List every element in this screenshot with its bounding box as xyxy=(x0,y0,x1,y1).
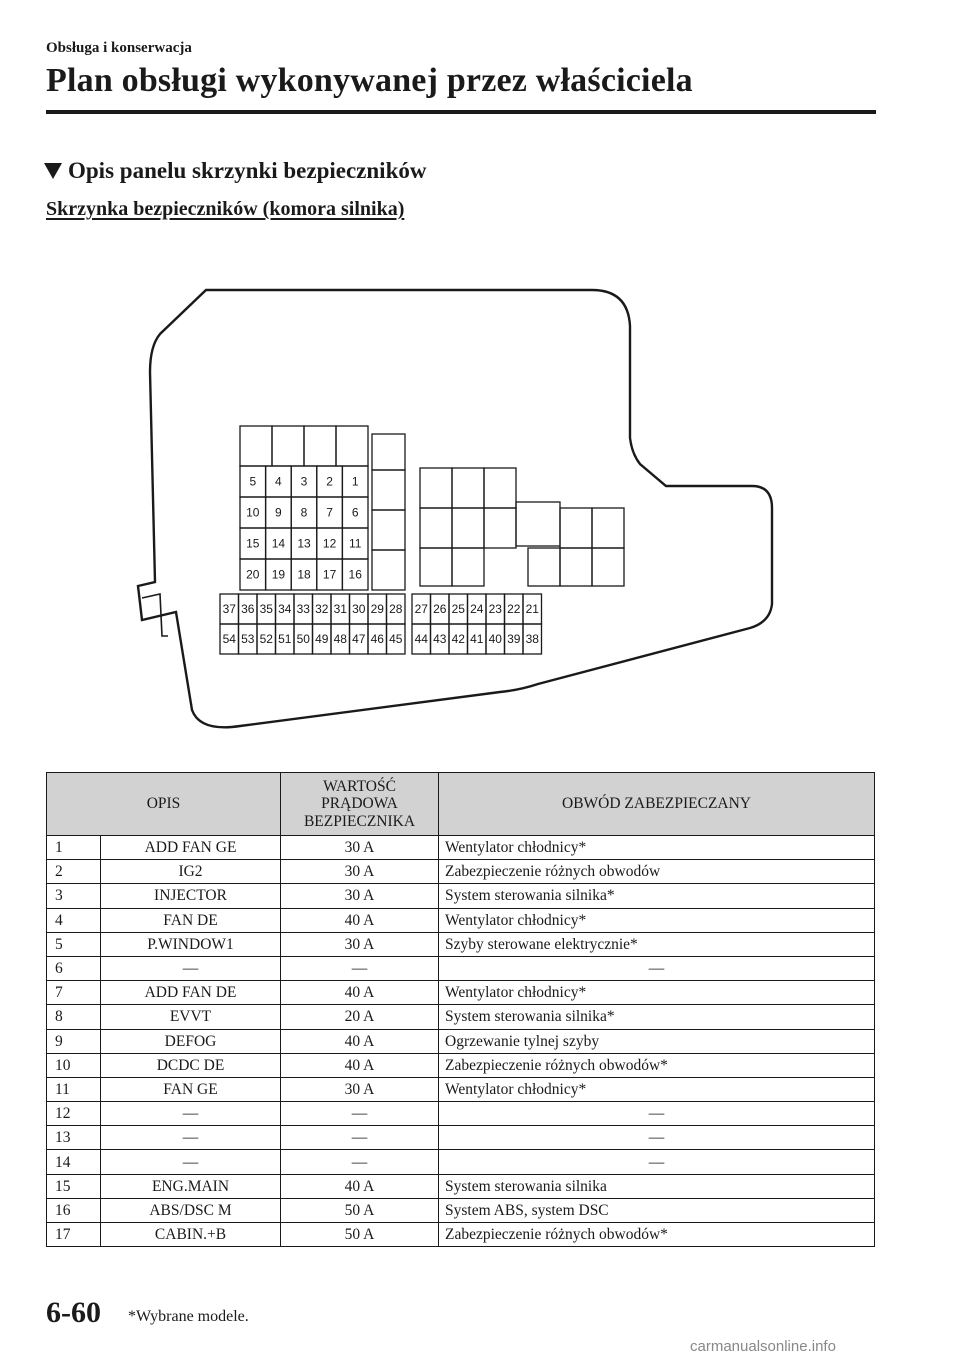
page-number: 6-60 xyxy=(46,1296,101,1329)
table-row xyxy=(47,1005,875,1029)
fuse-circuit: Zabezpieczenie różnych obwodów* xyxy=(439,1053,875,1077)
triangle-down-icon xyxy=(44,163,62,179)
fuse-label: 7 xyxy=(326,505,333,520)
fuse-label: 39 xyxy=(507,632,521,646)
fuse-description: — xyxy=(101,956,281,980)
fuse-circuit: — xyxy=(439,956,875,980)
fuse-label: 28 xyxy=(389,602,403,616)
fuse-label: 33 xyxy=(296,602,310,616)
footnote: *Wybrane modele. xyxy=(128,1308,249,1325)
fuse-table xyxy=(46,772,875,1247)
fuse-number: 3 xyxy=(47,884,101,908)
fuse-circuit: Wentylator chłodnicy* xyxy=(439,836,875,860)
fuse-label: 14 xyxy=(271,536,286,551)
fuse-description: INJECTOR xyxy=(101,884,281,908)
fuse-amperage: — xyxy=(281,1150,439,1174)
fuse-description: DEFOG xyxy=(101,1029,281,1053)
fuse-label: 44 xyxy=(414,632,428,646)
fuse-box-diagram xyxy=(0,260,960,750)
fuse-box-title: Skrzynka bezpieczników (komora silnika) xyxy=(46,198,405,220)
fuse-number: 7 xyxy=(47,981,101,1005)
table-row xyxy=(47,956,875,980)
fuse-label: 27 xyxy=(414,602,428,616)
fuse-label: 52 xyxy=(259,632,273,646)
fuse-circuit: — xyxy=(439,1126,875,1150)
table-row xyxy=(47,932,875,956)
fuse-number: 6 xyxy=(47,956,101,980)
fuse-label: 4 xyxy=(275,474,282,489)
fuse-amperage: 50 A xyxy=(281,1223,439,1247)
fuse-amperage: — xyxy=(281,1126,439,1150)
fuse-description: ADD FAN GE xyxy=(101,836,281,860)
fuse-label: 53 xyxy=(241,632,255,646)
fuse-label: 1 xyxy=(351,474,359,489)
fuse-label: 43 xyxy=(433,632,447,646)
fuse-label: 40 xyxy=(488,632,502,646)
fuse-circuit: Zabezpieczenie różnych obwodów* xyxy=(439,1223,875,1247)
fuse-description: ADD FAN DE xyxy=(101,981,281,1005)
table-row xyxy=(47,981,875,1005)
table-row xyxy=(47,1029,875,1053)
fuse-number: 2 xyxy=(47,860,101,884)
fuse-amperage: 30 A xyxy=(281,884,439,908)
table-row xyxy=(47,1126,875,1150)
fuse-label: 11 xyxy=(348,536,362,551)
table-row xyxy=(47,1198,875,1222)
fuse-amperage: 30 A xyxy=(281,1077,439,1101)
header-amperage: WARTOŚĆ PRĄDOWA BEZPIECZNIKA xyxy=(281,773,439,836)
table-row xyxy=(47,860,875,884)
fuse-number: 9 xyxy=(47,1029,101,1053)
fuse-label: 26 xyxy=(433,602,447,616)
fuse-description: FAN GE xyxy=(101,1077,281,1101)
fuse-label: 50 xyxy=(296,632,310,646)
fuse-label: 12 xyxy=(322,536,337,551)
table-header-row xyxy=(47,773,875,836)
subsection-heading xyxy=(44,158,426,184)
fuse-label: 41 xyxy=(470,632,484,646)
title-rule xyxy=(46,110,876,114)
fuse-circuit: System sterowania silnika* xyxy=(439,1005,875,1029)
fuse-label: 30 xyxy=(352,602,366,616)
fuse-label: 19 xyxy=(271,567,286,582)
fuse-label: 29 xyxy=(370,602,384,616)
fuse-label: 23 xyxy=(488,602,502,616)
fuse-amperage: 40 A xyxy=(281,1053,439,1077)
fuse-label: 31 xyxy=(333,602,347,616)
fuse-label: 16 xyxy=(348,567,362,582)
fuse-number: 8 xyxy=(47,1005,101,1029)
fuse-amperage: 40 A xyxy=(281,1174,439,1198)
fuse-number: 17 xyxy=(47,1223,101,1247)
fuse-number: 16 xyxy=(47,1198,101,1222)
fuse-label: 25 xyxy=(451,602,465,616)
fuse-description: — xyxy=(101,1126,281,1150)
fuse-description: ENG.MAIN xyxy=(101,1174,281,1198)
fuse-amperage: 20 A xyxy=(281,1005,439,1029)
fuse-amperage: 50 A xyxy=(281,1198,439,1222)
fuse-label: 9 xyxy=(275,505,282,520)
fuse-amperage: 40 A xyxy=(281,981,439,1005)
fuse-label: 54 xyxy=(222,632,236,646)
fuse-label: 37 xyxy=(222,602,236,616)
fuse-label: 46 xyxy=(370,632,384,646)
fuse-label: 21 xyxy=(525,602,539,616)
fuse-circuit: Zabezpieczenie różnych obwodów xyxy=(439,860,875,884)
section-label: Obsługa i konserwacja xyxy=(46,40,192,56)
header-circuit: OBWÓD ZABEZPIECZANY xyxy=(439,773,875,836)
fuse-circuit: Wentylator chłodnicy* xyxy=(439,1077,875,1101)
page-title: Plan obsługi wykonywanej przez właściciela xyxy=(46,62,693,99)
fuse-amperage: 30 A xyxy=(281,836,439,860)
fuse-amperage: — xyxy=(281,1102,439,1126)
fuse-number: 4 xyxy=(47,908,101,932)
table-row xyxy=(47,884,875,908)
fuse-circuit: System ABS, system DSC xyxy=(439,1198,875,1222)
fuse-number: 15 xyxy=(47,1174,101,1198)
table-row xyxy=(47,1150,875,1174)
fuse-label: 45 xyxy=(389,632,403,646)
fuse-label: 32 xyxy=(315,602,329,616)
fuse-number: 11 xyxy=(47,1077,101,1101)
fuse-circuit: — xyxy=(439,1102,875,1126)
fuse-label: 22 xyxy=(507,602,521,616)
fuse-label: 51 xyxy=(278,632,292,646)
fuse-label: 8 xyxy=(300,505,308,520)
fuse-label: 13 xyxy=(297,536,311,551)
fuse-label: 3 xyxy=(300,474,308,489)
fuse-label: 48 xyxy=(333,632,347,646)
fuse-circuit: Szyby sterowane elektrycznie* xyxy=(439,932,875,956)
fuse-circuit: Ogrzewanie tylnej szyby xyxy=(439,1029,875,1053)
watermark-link[interactable]: carmanualsonline.info xyxy=(690,1338,836,1355)
fuse-label: 10 xyxy=(246,505,260,520)
fuse-circuit: — xyxy=(439,1150,875,1174)
subsection-title: Opis panelu skrzynki bezpieczników xyxy=(68,158,427,183)
fuse-amperage: — xyxy=(281,956,439,980)
mini-fuse-grid xyxy=(220,594,542,654)
fuse-description: EVVT xyxy=(101,1005,281,1029)
fuse-label: 15 xyxy=(246,536,260,551)
fuse-label: 49 xyxy=(315,632,329,646)
table-row xyxy=(47,1053,875,1077)
fuse-description: — xyxy=(101,1150,281,1174)
fuse-number: 13 xyxy=(47,1126,101,1150)
table-row xyxy=(47,1102,875,1126)
fuse-circuit: Wentylator chłodnicy* xyxy=(439,981,875,1005)
fuse-description: ABS/DSC M xyxy=(101,1198,281,1222)
table-row xyxy=(47,908,875,932)
fuse-description: CABIN.+B xyxy=(101,1223,281,1247)
header-description: OPIS xyxy=(47,773,281,836)
fuse-amperage: 30 A xyxy=(281,932,439,956)
fuse-label: 35 xyxy=(259,602,273,616)
fuse-label: 20 xyxy=(246,567,260,582)
fuse-label: 17 xyxy=(322,567,337,582)
fuse-description: IG2 xyxy=(101,860,281,884)
fuse-amperage: 40 A xyxy=(281,908,439,932)
fuse-number: 12 xyxy=(47,1102,101,1126)
fuse-label: 36 xyxy=(241,602,255,616)
fuse-label: 34 xyxy=(278,602,292,616)
table-row xyxy=(47,1077,875,1101)
fuse-number: 14 xyxy=(47,1150,101,1174)
fuse-number: 5 xyxy=(47,932,101,956)
fuse-circuit: System sterowania silnika* xyxy=(439,884,875,908)
fuse-description: P.WINDOW1 xyxy=(101,932,281,956)
fuse-number: 10 xyxy=(47,1053,101,1077)
fuse-label: 38 xyxy=(525,632,539,646)
fuse-number: 1 xyxy=(47,836,101,860)
fuse-label: 2 xyxy=(326,474,333,489)
fuse-description: FAN DE xyxy=(101,908,281,932)
fuse-label: 24 xyxy=(470,602,484,616)
fuse-description: — xyxy=(101,1102,281,1126)
fuse-label: 6 xyxy=(351,505,359,520)
fuse-label: 18 xyxy=(297,567,311,582)
fuse-label: 42 xyxy=(451,632,465,646)
table-row xyxy=(47,1174,875,1198)
fuse-label: 47 xyxy=(352,632,366,646)
table-row xyxy=(47,836,875,860)
main-fuse-grid xyxy=(240,466,368,590)
fuse-description: DCDC DE xyxy=(101,1053,281,1077)
fuse-circuit: System sterowania silnika xyxy=(439,1174,875,1198)
fuse-label: 5 xyxy=(249,474,257,489)
fuse-amperage: 30 A xyxy=(281,860,439,884)
fuse-circuit: Wentylator chłodnicy* xyxy=(439,908,875,932)
fuse-amperage: 40 A xyxy=(281,1029,439,1053)
table-row xyxy=(47,1223,875,1247)
